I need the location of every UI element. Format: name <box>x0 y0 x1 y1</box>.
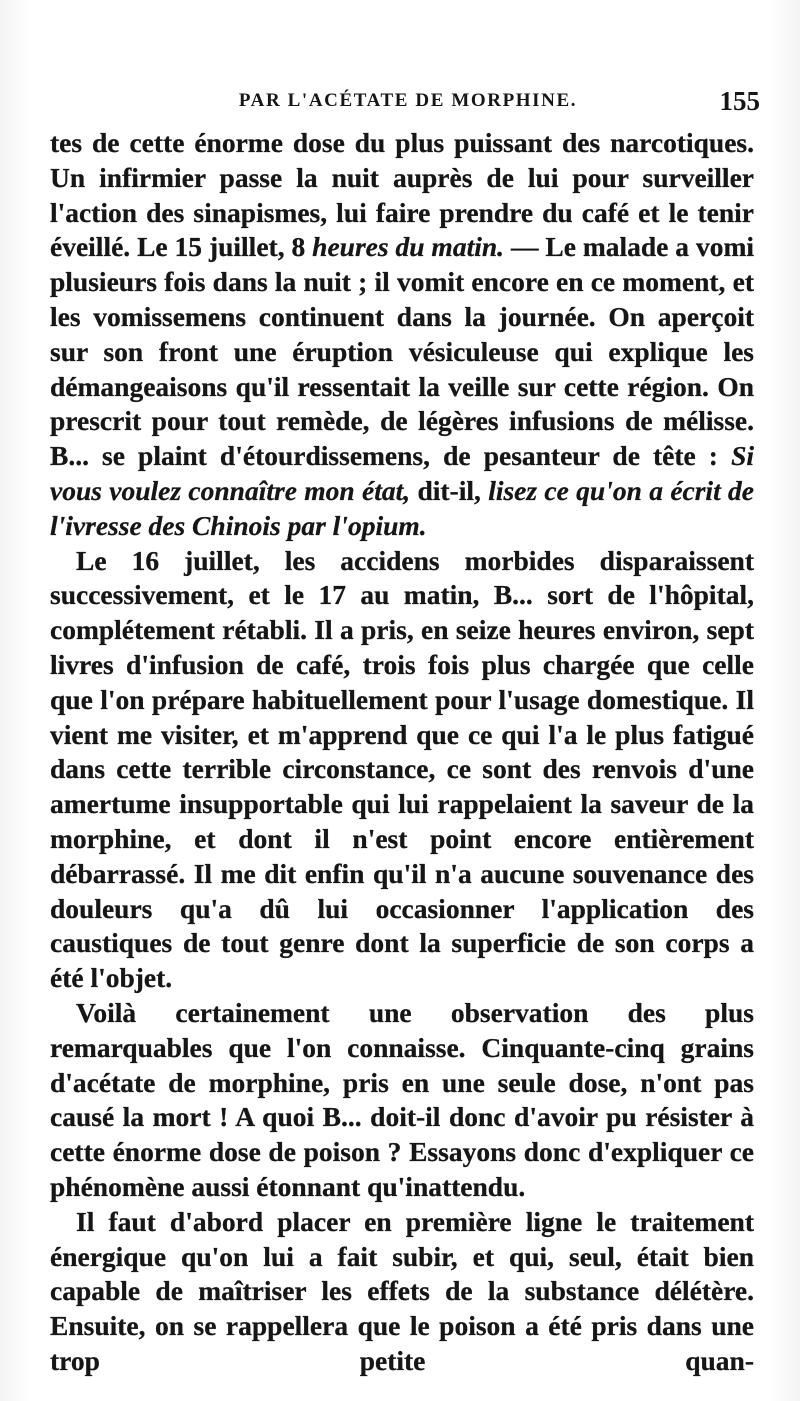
italic-segment: Si vous voulez connaître mon état, <box>50 440 754 506</box>
running-title: PAR L'ACÉTATE DE MORPHINE. <box>238 90 578 111</box>
text-segment: Voilà certainement une observation des plus remarquables que l'on connaisse. Cinquante-cinq grains d'acétate de morphine, pris en une seule dose, n'ont pas causé la mort ! A quoi B... doit-il donc d'avoir pu résister à cette énorme dose de poison ? Essayons donc d'expliquer ce phénomène aussi étonnant qu'inattendu. <box>50 996 754 1202</box>
body-text <box>50 126 754 1379</box>
text-segment: Il faut d'abord placer en première ligne le traitement énergique qu'on lui a fait subir, et qui, seul, était bien capable de maîtriser les effets de la substance délétère. Ensuite, on se rappellera que le poison a été pris dans une trop petite quan- <box>50 1205 754 1376</box>
paragraph-4 <box>50 1205 754 1379</box>
italic-segment: heures du matin. <box>312 231 505 263</box>
paragraph-1 <box>50 126 754 544</box>
paragraph-3 <box>50 996 754 1205</box>
text-segment: Le 16 juillet, les accidens morbides disparaissent successivement, et le 17 au matin, B... sort de l'hôpital, complétement rétabli. Il a pris, en seize heures environ, sept livres d'infusion de café, trois fois plus chargée que celle que l'on prépare habituellement pour l'usage domestique. Il vient me visiter, et m'apprend que ce qui l'a le plus fatigué dans cette terrible circonstance, ce sont des renvois d'une amertume insupportable qui lui rappelaient la saveur de la morphine, et dont il n'est point encore entièrement débarrassé. Il me dit enfin qu'il n'a aucune souvenance des douleurs qu'a dû lui occasionner l'application des caustiques de tout genre dont la superficie de son corps a été l'objet. <box>50 544 754 994</box>
italic-segment: lisez ce qu'on a écrit de l'ivresse des Chinois par l'opium. <box>50 474 755 541</box>
text-segment: tes de cette énorme dose du plus puissant des narcotiques. Un infirmier passe la nuit auprès de lui pour surveiller l'action des sinapismes, lui faire prendre du café et le tenir éveillé. Le 15 juillet, 8 <box>50 127 754 263</box>
page-number: 155 <box>719 86 760 116</box>
paragraph-2 <box>50 544 754 996</box>
text-segment: — Le malade a vomi plusieurs fois dans la nuit ; il vomit encore en ce moment, et les vomissemens continuent dans la journée. On aperçoit sur son front une éruption vésiculeuse qui explique les démangeaisons qu'il ressentait la veille sur cette région. On prescrit pour tout remède, de légères infusions de mélisse. B... se plaint d'étourdissemens, de pesanteur de tête : <box>50 231 754 472</box>
text-segment: dit-il, <box>410 474 489 506</box>
running-header <box>48 86 768 120</box>
